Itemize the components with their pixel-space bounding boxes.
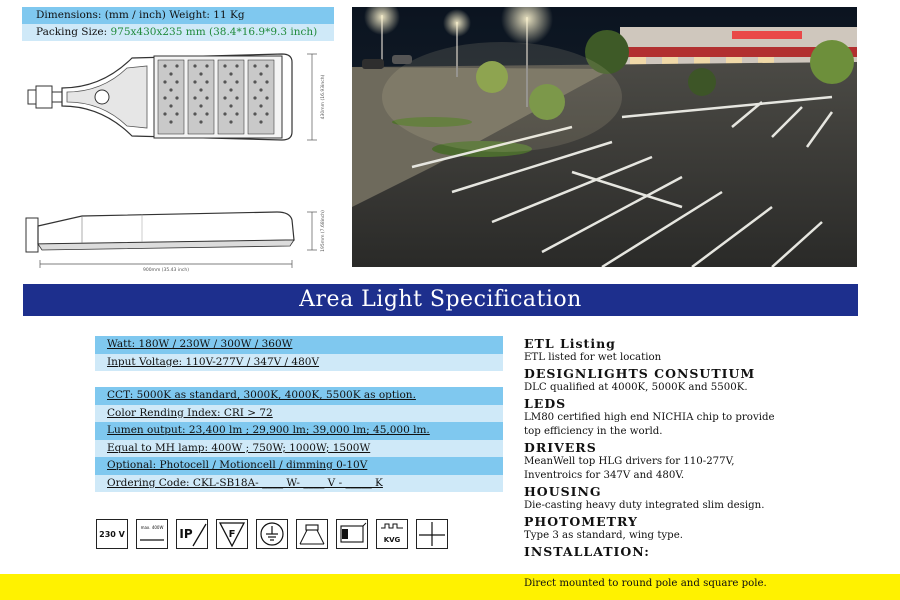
feature-heading: HOUSING — [524, 484, 602, 499]
max-power-icon — [136, 519, 168, 549]
packing-size-row — [22, 24, 334, 41]
spec-row: Watt: 180W / 230W / 300W / 360W — [95, 336, 503, 354]
icon-label-max: max. 400W — [140, 525, 164, 530]
spec-row: CCT: 5000K as standard, 3000K, 4000K, 5500K as option. — [95, 387, 503, 405]
parking-lot-photo — [352, 7, 857, 267]
earth-ground-icon — [256, 519, 288, 549]
side-view-length-label: 900mm (35.43 inch) — [142, 268, 190, 273]
feature-heading: LEDS — [524, 396, 567, 411]
side-view-drawing — [22, 202, 334, 274]
dimensions-table — [22, 7, 334, 41]
feature-text: top efficiency in the world. — [524, 426, 663, 437]
feature-text: DLC qualified at 4000K, 5000K and 5500K. — [524, 382, 748, 393]
230v-icon — [96, 519, 128, 549]
spec-row: Optional: Photocell / Motioncell / dimming 0-10V — [95, 457, 503, 475]
icon-label-ip: IP — [179, 527, 193, 541]
spec-row: Lumen output: 23,400 lm ; 29,900 lm; 39,000 lm; 45,000 lm. — [95, 422, 503, 440]
top-view-height-label: 430mm (16.93inch) — [321, 74, 326, 120]
feature-text: ETL listed for wet location — [524, 352, 662, 363]
icon-label-f: F — [228, 529, 236, 540]
spec-row: Input Voltage: 110V-277V / 347V / 480V — [95, 354, 503, 372]
feature-heading: PHOTOMETRY — [524, 514, 638, 529]
grid-icon — [416, 519, 448, 549]
top-view-drawing — [22, 48, 334, 150]
feature-heading: ETL Listing — [524, 336, 616, 351]
feature-heading: DESIGNLIGHTS CONSUTIUM — [524, 366, 756, 381]
ip-rating-icon — [176, 519, 208, 549]
mounting-icon — [336, 519, 368, 549]
icon-label-kvg: KVG — [383, 536, 401, 544]
spec-group-lighting — [95, 387, 503, 492]
installation-text: Direct mounted to round pole and square pole. — [524, 578, 767, 589]
spec-row: Equal to MH lamp: 400W ; 750W; 1000W; 1500W — [95, 440, 503, 458]
beam-angle-icon — [296, 519, 328, 549]
feature-text: Die-casting heavy duty integrated slim design. — [524, 500, 765, 511]
feature-text: LM80 certified high end NICHIA chip to provide — [524, 412, 775, 423]
icon-label-230v: 230 V — [99, 530, 125, 539]
spec-group-power — [95, 336, 503, 371]
f-mark-icon — [216, 519, 248, 549]
feature-text: Type 3 as standard, wing type. — [524, 530, 683, 541]
spec-row: Color Rending Index: CRI > 72 — [95, 405, 503, 423]
packing-size-value: 975x430x235 mm (38.4*16.9*9.3 inch) — [110, 26, 318, 38]
packing-size-label: Packing Size: — [36, 26, 111, 38]
feature-text: MeanWell top HLG drivers for 110-277V, — [524, 456, 735, 467]
feature-heading: DRIVERS — [524, 440, 597, 455]
feature-list — [524, 335, 894, 559]
feature-heading: INSTALLATION: — [524, 544, 650, 559]
spec-row: Ordering Code: CKL-SB18A- ____ W- ____ V - _____ K — [95, 475, 503, 493]
side-view-height-label: 195mm (7.68inch) — [321, 210, 326, 252]
page-title: Area Light Specification — [23, 284, 858, 316]
feature-text: Inventroics for 347V and 480V. — [524, 470, 685, 481]
kvg-icon — [376, 519, 408, 549]
dimensions-row: Dimensions: (mm / inch) Weight: 11 Kg — [22, 7, 334, 24]
